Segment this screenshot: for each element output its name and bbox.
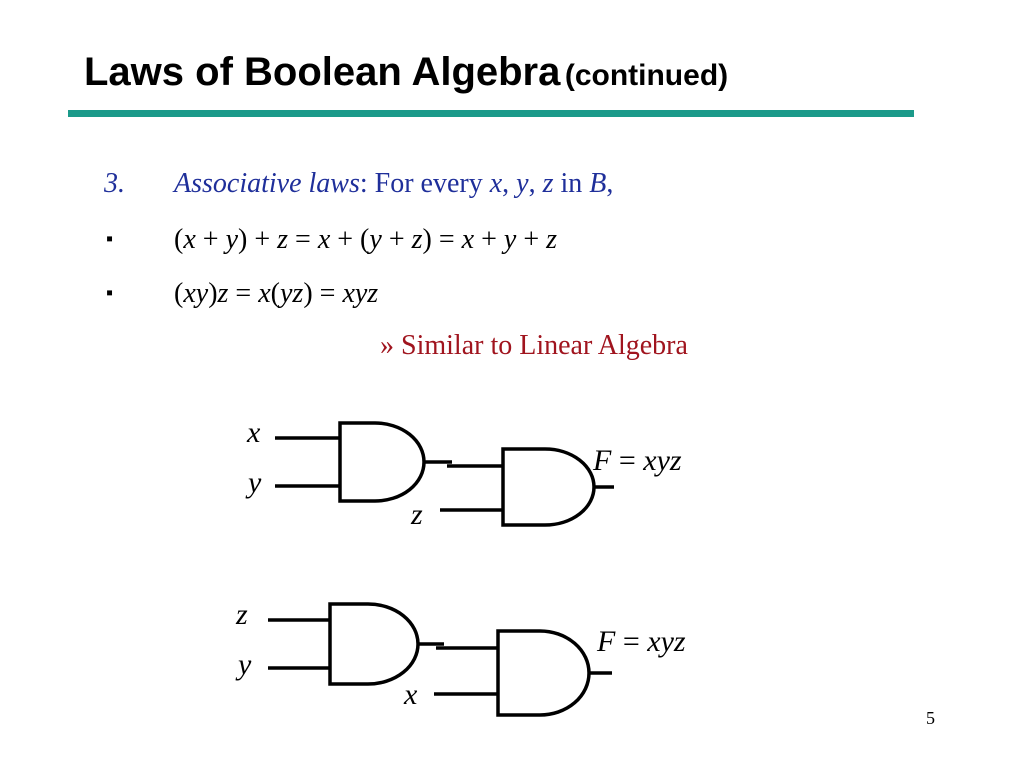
eq1-var: z bbox=[277, 224, 289, 255]
eq2-var: x bbox=[258, 278, 271, 309]
eq2-part: = bbox=[228, 278, 259, 309]
law-intro: For every bbox=[374, 168, 483, 199]
eq1-var: z bbox=[411, 224, 423, 255]
eq1-part: + bbox=[247, 224, 278, 255]
law-colon: : bbox=[359, 168, 368, 199]
law-var-y: y bbox=[516, 168, 529, 199]
diagram-1-input-bottom: y bbox=[248, 466, 262, 499]
law-comma-3: , bbox=[606, 168, 614, 199]
eq1-part: = bbox=[288, 224, 318, 255]
diagram-1-input-top: x bbox=[247, 416, 261, 449]
eq1-part: ( bbox=[174, 224, 184, 255]
diagram-1-output-eq: = bbox=[611, 444, 644, 477]
law-var-z: z bbox=[542, 168, 554, 199]
eq1-var: y bbox=[225, 224, 238, 255]
eq2-part: ( bbox=[270, 278, 280, 309]
law-number: 3. bbox=[104, 168, 125, 199]
diagram-1-output bbox=[592, 444, 682, 477]
and-gate-2-first bbox=[330, 604, 418, 684]
eq1-part: ) bbox=[238, 224, 248, 255]
diagram-1 bbox=[275, 423, 614, 525]
diagram-2-output bbox=[596, 625, 686, 658]
eq1-var: x bbox=[183, 224, 196, 255]
diagram-1-input-second: z bbox=[411, 498, 423, 531]
law-in-word: in bbox=[560, 168, 583, 199]
eq2-part: ) bbox=[303, 278, 313, 309]
page-number: 5 bbox=[926, 708, 935, 728]
eq2-part: = bbox=[312, 278, 343, 309]
eq1-part: + bbox=[195, 224, 226, 255]
diagram-2-output-eq: = bbox=[615, 625, 648, 658]
law-comma-1: , bbox=[502, 168, 510, 199]
bullet-2-marker: ▪ bbox=[106, 282, 114, 304]
eq2-var: xyz bbox=[342, 278, 379, 309]
diagram-2-output-F: F bbox=[597, 625, 616, 658]
slide-title-main: Laws of Boolean Algebra bbox=[84, 50, 561, 94]
eq1-var: z bbox=[546, 224, 558, 255]
eq1-var: y bbox=[503, 224, 517, 255]
eq2-var: yz bbox=[279, 278, 304, 309]
eq2-var: xy bbox=[183, 278, 209, 309]
eq1-part: + bbox=[474, 224, 504, 255]
law-name: Associative laws bbox=[174, 168, 360, 199]
diagram-2 bbox=[268, 604, 612, 715]
slide-title-suffix: (continued) bbox=[564, 59, 729, 92]
eq1-part: ) = bbox=[422, 224, 462, 255]
and-gate-2-second bbox=[498, 631, 589, 715]
eq1-part: + bbox=[516, 224, 547, 255]
diagram-1-output-expr: xyz bbox=[643, 444, 682, 477]
law-var-x: x bbox=[489, 168, 503, 199]
diagram-2-input-second: x bbox=[404, 678, 418, 711]
law-comma-2: , bbox=[528, 168, 536, 199]
diagram-2-input-bottom: y bbox=[238, 648, 252, 681]
eq1-var: x bbox=[461, 224, 475, 255]
eq2-part: ( bbox=[174, 278, 184, 309]
eq2-var: z bbox=[217, 278, 229, 309]
diagram-2-output-expr: xyz bbox=[647, 625, 686, 658]
diagram-1-output-F: F bbox=[593, 444, 612, 477]
and-gate-1-first bbox=[340, 423, 424, 501]
eq1-var: x bbox=[317, 224, 331, 255]
eq1-var: y bbox=[369, 224, 382, 255]
law-set: B bbox=[589, 168, 607, 199]
bullet-1-marker: ▪ bbox=[106, 228, 114, 250]
eq1-part: + bbox=[381, 224, 412, 255]
diagram-2-input-top: z bbox=[236, 598, 248, 631]
similar-note: » Similar to Linear Algebra bbox=[380, 330, 688, 361]
and-gate-1-second bbox=[503, 449, 594, 525]
eq1-part: + ( bbox=[330, 224, 370, 255]
eq2-part: ) bbox=[208, 278, 218, 309]
